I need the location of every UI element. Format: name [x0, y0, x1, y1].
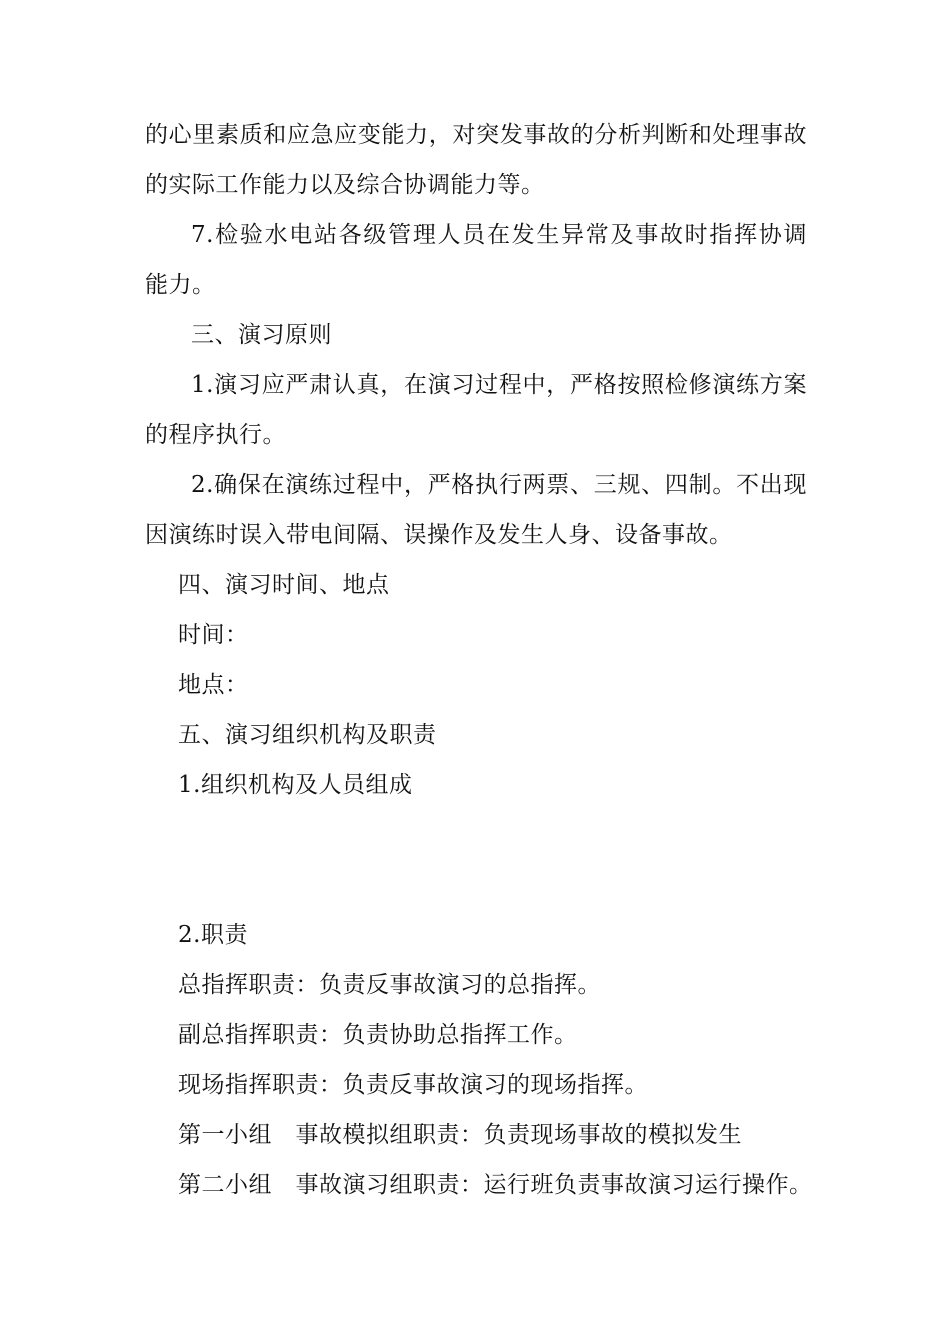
principle-2-line-1: 2.确保在演练过程中，严格执行两票、三规、四制。不出现: [191, 472, 807, 498]
duties-heading: 2.职责: [178, 922, 248, 948]
section-heading-5: 五、演习组织机构及职责: [178, 722, 437, 748]
paragraph-line-1: 的心里素质和应急应变能力，对突发事故的分析判断和处理事故: [145, 122, 807, 148]
duty-group-2: 第二小组 事故演习组职责：运行班负责事故演习运行操作。: [178, 1172, 813, 1198]
principle-1-line-1: 1.演习应严肃认真，在演习过程中，严格按照检修演练方案: [191, 372, 807, 398]
duty-group-1: 第一小组 事故模拟组职责：负责现场事故的模拟发生: [178, 1122, 742, 1148]
location-label: 地点：: [178, 672, 249, 698]
time-label: 时间：: [178, 622, 249, 648]
org-structure-heading: 1.组织机构及人员组成: [178, 772, 413, 798]
principle-1-line-2: 的程序执行。: [145, 422, 286, 448]
paragraph-line-2: 的实际工作能力以及综合协调能力等。: [145, 172, 545, 198]
section-heading-4: 四、演习时间、地点: [178, 572, 390, 598]
item-7-line-1: 7.检验水电站各级管理人员在发生异常及事故时指挥协调: [191, 222, 807, 248]
duty-site-commander: 现场指挥职责：负责反事故演习的现场指挥。: [178, 1072, 648, 1098]
principle-2-line-2: 因演练时误入带电间隔、误操作及发生人身、设备事故。: [145, 522, 733, 548]
section-heading-3: 三、演习原则: [191, 322, 332, 348]
item-7-line-2: 能力。: [145, 272, 216, 298]
duty-deputy-commander: 副总指挥职责：负责协助总指挥工作。: [178, 1022, 578, 1048]
duty-commander: 总指挥职责：负责反事故演习的总指挥。: [178, 972, 601, 998]
